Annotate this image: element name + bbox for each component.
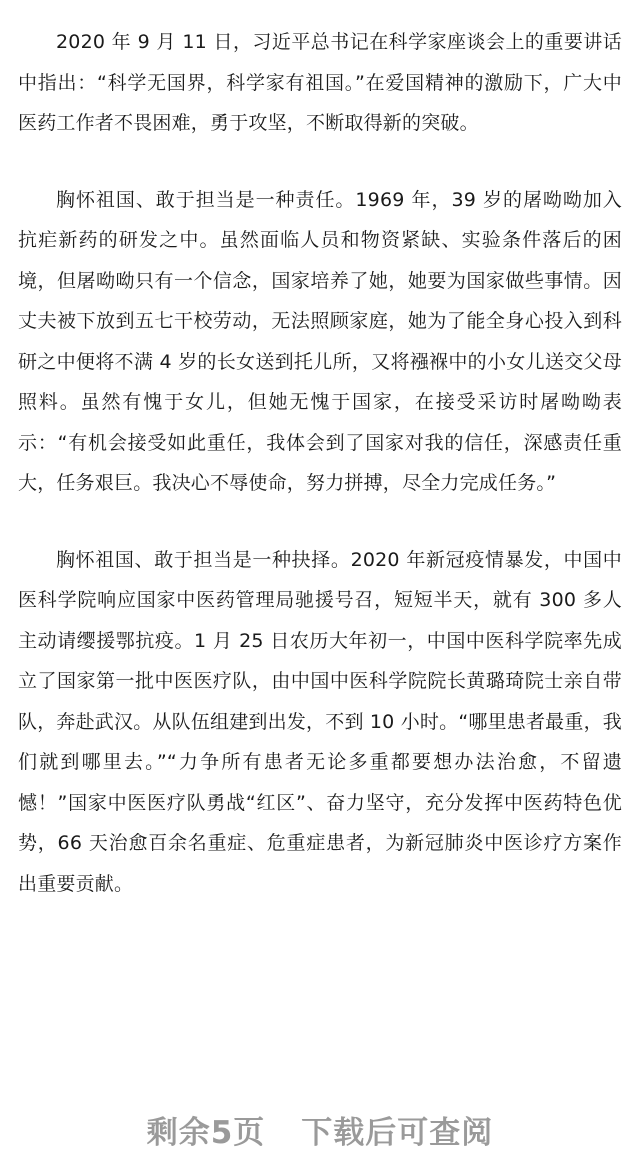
paragraph-2: 胸怀祖国、敢于担当是一种责任。1969 年，39 岁的屠呦呦加入抗疟新药的研发之中。虽然面临人员和物资紧缺、实验条件落后的困境，但屠呦呦只有一个信念，国家培养了她，她要为国家做些事情。因丈夫被下放到五七干校劳动，无法照顾家庭，她为了能全身心投入到科研之中便将不满 4 岁的长女送到托儿所，又将襁褓中的小女儿送交父母照料。虽然有愧于女儿，但她无愧于国家，在接受采访时屠呦呦表示：“有机会接受如此重任，我体会到了国家对我的信任，深感责任重大，任务艰巨。我决心不辱使命，努力拼搏，尽全力完成任务。” <box>18 188 622 494</box>
download-prompt[interactable] <box>0 1107 640 1152</box>
paragraph-1: 2020 年 9 月 11 日，习近平总书记在科学家座谈会上的重要讲话中指出：“科学无国界，科学家有祖国。”在爱国精神的激励下，广大中医药工作者不畏困难，勇于攻坚，不断取得新的突破。 <box>18 31 622 134</box>
paragraph-3: 胸怀祖国、敢于担当是一种抉择。2020 年新冠疫情暴发，中国中医科学院响应国家中医药管理局驰援号召，短短半天，就有 300 多人主动请缨援鄂抗疫。1 月 25 日农历大年初一，中国中医科学院率先成立了国家第一批中医医疗队，由中国中医科学院院长黄璐琦院士亲自带队，奔赴武汉。从队伍组建到出发，不到 10 小时。“哪里患者最重，我们就到哪里去。”“力争所有患者无论多重都要想办法治愈，不留遗憾！”国家中医医疗队勇战“红区”、奋力坚守，充分发挥中医药特色优势，66 天治愈百余名重症、危重症患者，为新冠肺炎中医诊疗方案作出重要贡献。 <box>18 548 622 895</box>
download-hint-text[interactable]: 下载后可查阅 <box>301 1115 494 1151</box>
document-body <box>18 22 622 904</box>
remaining-pages-text[interactable]: 剩余5页 <box>146 1115 266 1151</box>
